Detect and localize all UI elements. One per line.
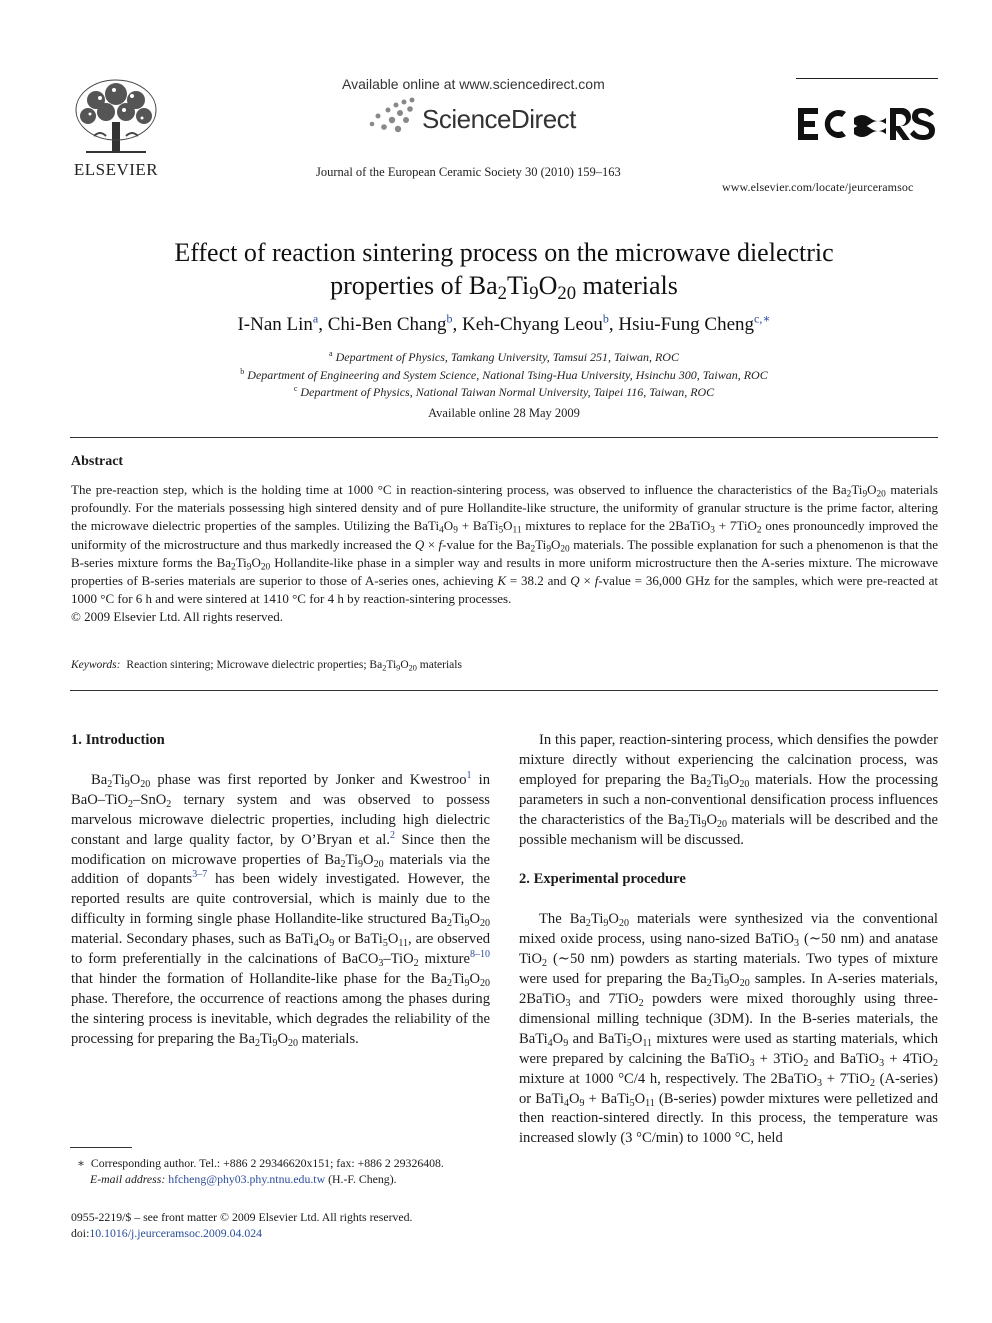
reference-link[interactable]: 3–7	[192, 869, 208, 881]
header-rule	[796, 78, 938, 79]
copyright-line: © 2009 Elsevier Ltd. All rights reserved.	[71, 609, 284, 625]
affiliation-mark[interactable]: b	[602, 311, 609, 326]
issn-line: 0955-2219/$ – see front matter © 2009 Elsevier Ltd. All rights reserved.	[71, 1210, 413, 1224]
right-column	[519, 731, 938, 1149]
keywords-list: Reaction sintering; Microwave dielectric properties; Ba	[126, 659, 383, 671]
sciencedirect-wordmark: ScienceDirect	[422, 104, 576, 134]
author-name: Hsiu-Fung Cheng	[618, 314, 755, 335]
available-online-url[interactable]: Available online at www.sciencedirect.com	[342, 76, 605, 92]
abstract-bottom-rule	[70, 690, 938, 691]
author-email-link[interactable]: hfcheng@phy03.phy.ntnu.edu.tw	[168, 1172, 326, 1186]
abstract-text: The pre-reaction step, which is the holding time at 1000 °C in reaction-sintering process, was observed to influence the characteristics of the $Ba_2Ti_9O_{20}$ materials profoundly. For the materials possessing high sintered density and of pure Hollandite-like structure, the uniformity of granular structure is the prime factor, altering the microwave dielectric properties of the samples. Utilizing the $BaTi_4O_9$ + $BaTi_5O_{11}$ mixtures to replace for the 2BaTiO$_3$ + 7TiO$_2$ ones pronouncedly improved the uniformity of the microstructure and thus markedly increased the Q × f-value for the $Ba_2Ti_9O_{20}$ materials. The possible explanation for such a phenomenon is that the B-series mixture forms the $Ba_2Ti_9O_{20}$ Hollandite-like phase in a simpler way and results in more uniform microstructure then the A-series mixture. The microwave properties of B-series materials are superior to those of A-series ones, achieving K = 38.2 and Q × f-value = 36,000 GHz for the samples, which were pre-reacted at 1000 °C for 6 h and were sintered at 1410 °C for 4 h by reaction-sintering processes. © 2009 Elsevier Ltd. All rights reserved.	[71, 481, 938, 627]
elsevier-tree-icon	[66, 76, 166, 158]
affiliation-a: $^a$ Department of Physics, Tamkang University, Tamsui 251, Taiwan, ROC	[329, 349, 679, 364]
sciencedirect-logo[interactable]	[366, 96, 596, 138]
abstract-top-rule	[70, 437, 938, 438]
article-title	[0, 236, 992, 305]
author-name: Keh-Chyang Leou	[462, 314, 603, 335]
available-online-date: Available online 28 May 2009	[428, 406, 580, 420]
elsevier-logo	[66, 76, 166, 180]
title-line-1: Effect of reaction sintering process on the microwave dielectric	[174, 238, 834, 267]
publisher-name: ELSEVIER	[73, 160, 159, 179]
affiliation-c: $^c$ Department of Physics, National Taiwan Normal University, Taipei 116, Taiwan, ROC	[293, 384, 715, 399]
affiliation-mark[interactable]: a	[312, 311, 319, 326]
email-note: E-mail address: hfcheng@phy03.phy.ntnu.edu.tw (H.-F. Cheng).	[90, 1172, 397, 1186]
intro-paragraph: $Ba_2Ti_9O_{20}$ phase was first reported by Jonker and Kwestroo$^1$ in BaO–TiO$_2$–SnO$_2$ ternary system and was observed to possess marvelous microwave dielectric properties, including high dielectric constant and large quality factor, by O’Bryan et al.$^2$ Since then the modification on microwave properties of $Ba_2Ti_9O_{20}$ materials via the addition of dopants$^{3-7}$ has been widely investigated. However, the reported results are quite controversial, which is mainly due to the difficulty in forming single phase Hollandite-like structured $Ba_2Ti_9O_{20}$ material. Secondary phases, such as $BaTi_4O_9$ or $BaTi_5O_{11}$, are observed to form preferentially in the calcinations of BaCO$_3$–TiO$_2$ mixture$^{8-10}$ that hinder the formation of Hollandite-like phase for the $Ba_2Ti_9O_{20}$ phase. Therefore, the occurrence of reactions among the phases during the sintering process is inevitable, which degrades the reliability of the processing for preparing the $Ba_2Ti_9O_{20}$ materials.	[71, 770, 490, 1049]
section-heading-introduction: 1. Introduction	[71, 732, 165, 748]
reference-link[interactable]: 1	[466, 770, 472, 782]
affiliation-b: $^b$ Department of Engineering and System Science, National Tsing-Hua University, Hsinchu 300, Taiwan, ROC	[240, 367, 768, 382]
reference-link[interactable]: 8–10	[469, 949, 490, 961]
author-list: I-Nan Lin$^a$, Chi-Ben Chang$^b$, Keh-Chyang Leou$^b$, Hsiu-Fung Cheng$^{c,∗}$	[237, 311, 771, 335]
experimental-paragraph: The $Ba_2Ti_9O_{20}$ materials were synthesized via the conventional mixed oxide process, using nano-sized BaTiO$_3$ (∼50 nm) and anatase TiO$_2$ (∼50 nm) powders as starting materials. Two types of mixture were used for preparing the $Ba_2Ti_9O_{20}$ samples. In A-series materials, 2BaTiO$_3$ and 7TiO$_2$ powders were mixed thoroughly using three-dimensional milling technique (3DM). In the B-series materials, the $BaTi_4O_9$ and $BaTi_5O_{11}$ mixtures were used as starting materials, which were prepared by calcining the BaTiO$_3$ + 3TiO$_2$ and BaTiO$_3$ + 4TiO$_2$ mixture at 1000 °C/4 h, respectively. The 2BaTiO$_3$ + 7TiO$_2$ (A-series) or $BaTi_4O_9$ + $BaTi_5O_{11}$ (B-series) powder mixtures were pelletized and then reaction-sintered directly. In this process, the temperature was increased slowly (3 °C/min) to 1000 °C, held	[519, 911, 938, 1147]
author-name: I-Nan Lin	[237, 314, 313, 335]
journal-citation: Journal of the European Ceramic Society 30 (2010) 159–163	[316, 165, 621, 179]
affiliation-mark[interactable]: b	[446, 311, 453, 326]
intro-paragraph: In this paper, reaction-sintering process, which densifies the powder mixture directly without experiencing the calcination process, was employed for preparing the $Ba_2Ti_9O_{20}$ materials. How the processing parameters in such a non-conventional densification process influences the characteristics of the $Ba_2Ti_9O_{20}$ materials will be described and the possible mechanism will be discussed.	[519, 732, 939, 848]
affiliation-mark[interactable]: c,∗	[754, 311, 771, 326]
ecers-logo	[796, 104, 938, 144]
doi-line: doi:10.1016/j.jeurceramsoc.2009.04.024	[71, 1226, 263, 1240]
sciencedirect-dots-icon	[366, 96, 418, 136]
ecers-logo-icon	[796, 104, 938, 144]
left-column	[71, 731, 490, 1050]
author-name: Chi-Ben Chang	[327, 314, 447, 335]
keywords-label: Keywords:	[71, 659, 121, 671]
journal-homepage-url[interactable]: www.elsevier.com/locate/jeurceramsoc	[722, 180, 914, 194]
title-line-2: properties of $Ba_2Ti_9O_{20}$ materials	[330, 271, 678, 305]
corresponding-author-note: ∗ Corresponding author. Tel.: +886 2 29346620x151; fax: +886 2 29326408.	[76, 1156, 444, 1170]
footnote-rule	[70, 1147, 132, 1148]
keywords-line: Keywords: Reaction sintering; Microwave dielectric properties; $Ba_2Ti_9O_{20}$ materials	[71, 659, 462, 673]
abstract-heading: Abstract	[71, 454, 124, 469]
section-heading-experimental: 2. Experimental procedure	[519, 871, 686, 888]
reference-link[interactable]: 2	[389, 829, 395, 841]
doi-link[interactable]: 10.1016/j.jeurceramsoc.2009.04.024	[89, 1226, 263, 1240]
